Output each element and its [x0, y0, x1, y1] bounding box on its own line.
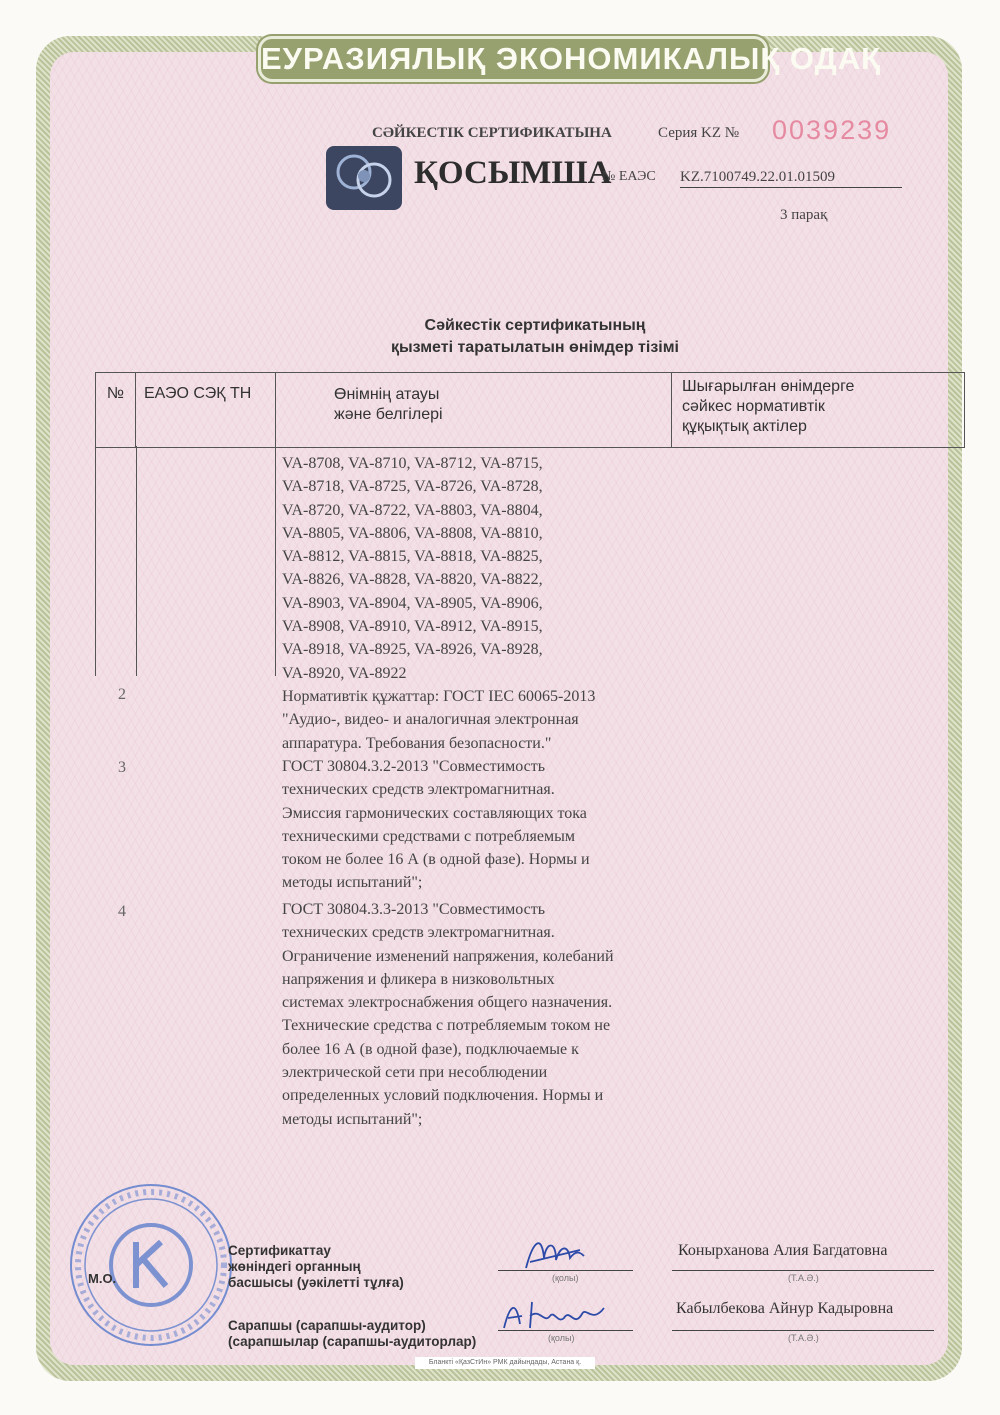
- row-number: 3: [118, 759, 126, 776]
- head-signatory-label: [228, 1243, 404, 1291]
- series-label: Серия KZ №: [658, 125, 740, 141]
- text-line: методы испытаний";: [282, 874, 423, 892]
- text-line: технических средств электромагнитная.: [282, 781, 555, 799]
- header-product-name: [276, 373, 672, 447]
- hologram-emblem-icon: [326, 146, 402, 210]
- column-divider: [275, 446, 276, 676]
- expert-signatory-label: [228, 1318, 476, 1350]
- name-caption: (Т.А.Ә.): [788, 1273, 819, 1283]
- text-line: напряжения и фликера в низковольтных: [282, 970, 555, 988]
- name-line: [672, 1330, 934, 1331]
- row-number: 2: [118, 686, 126, 703]
- row-text: [282, 685, 682, 755]
- certificate-label: СӘЙКЕСТІК СЕРТИФИКАТЫНА: [372, 125, 612, 141]
- row-text: [282, 755, 682, 895]
- header-code: ЕАЭО СЭҚ ТН: [136, 373, 276, 447]
- eaes-label: № ЕАЭС: [602, 169, 656, 184]
- signature-caption: (қолы): [548, 1333, 575, 1343]
- text-line: "Аудио-, видео- и аналогичная электронная: [282, 711, 579, 729]
- table-header: [95, 372, 965, 448]
- label-line: жөніндегі органның: [228, 1259, 361, 1274]
- text-line: определенных условий подключения. Нормы и: [282, 1087, 604, 1105]
- model-line: VA-8718, VA-8725, VA-8726, VA-8728,: [282, 478, 543, 496]
- model-line: VA-8826, VA-8828, VA-8820, VA-8822,: [282, 571, 543, 589]
- head-name: Конырханова Алия Багдатовна: [678, 1242, 888, 1259]
- header-line: құқықтық актілер: [682, 418, 807, 435]
- seal-place-label: М.О.: [88, 1271, 117, 1286]
- model-line: VA-8812, VA-8815, VA-8818, VA-8825,: [282, 548, 543, 566]
- text-line: Эмиссия гармонических составляющих тока: [282, 804, 587, 822]
- name-caption: (Т.А.Ә.): [788, 1333, 819, 1343]
- text-line: ГОСТ 30804.3.3-2013 "Совместимость: [282, 901, 546, 918]
- model-list: [282, 452, 682, 685]
- text-line: током не более 16 А (в одной фазе). Нормы и: [282, 851, 590, 869]
- row-text: [282, 898, 682, 1131]
- text-line: методы испытаний";: [282, 1110, 423, 1128]
- label-line: Сарапшы (сарапшы-аудитор): [228, 1318, 426, 1333]
- text-line: ГОСТ 30804.3.2-2013 "Совместимость: [282, 758, 546, 775]
- series-number: 0039239: [772, 115, 892, 145]
- signature-caption: (қолы): [552, 1273, 579, 1283]
- model-line: VA-8720, VA-8722, VA-8803, VA-8804,: [282, 501, 543, 519]
- label-line: басшысы (уәкілетті тұлға): [228, 1275, 404, 1290]
- text-line: аппаратура. Требования безопасности.": [282, 734, 552, 752]
- model-line: VA-8908, VA-8910, VA-8912, VA-8915,: [282, 618, 543, 636]
- official-seal-icon: [66, 1180, 236, 1350]
- model-line: VA-8920, VA-8922: [282, 664, 407, 682]
- list-title-line: Сәйкестік сертификатының: [424, 317, 646, 334]
- union-banner: ЕУРАЗИЯЛЫҚ ЭКОНОМИКАЛЫҚ ОДАҚ: [258, 36, 768, 82]
- text-line: Нормативтік құжаттар: ГОСТ IEC 60065-2013: [282, 688, 596, 705]
- printer-footer: Бланкті «ҚазСтИн» РМК дайындады, Астана қ.: [415, 1357, 595, 1369]
- header-no: №: [96, 373, 136, 447]
- registration-number: KZ.7100749.22.01.01509: [680, 169, 902, 188]
- header-line: Өнімнің атауы: [334, 386, 440, 403]
- text-line: электрической сети при несоблюдении: [282, 1064, 548, 1082]
- header-line: сәйкес нормативтік: [682, 398, 825, 415]
- appendix-title: ҚОСЫМША: [414, 155, 612, 191]
- model-line: VA-8903, VA-8904, VA-8905, VA-8906,: [282, 594, 543, 612]
- header-line: және белгілері: [334, 406, 443, 423]
- model-line: VA-8805, VA-8806, VA-8808, VA-8810,: [282, 524, 543, 542]
- list-title: [330, 315, 740, 359]
- sheet-number: 3 парақ: [780, 207, 828, 223]
- column-divider: [95, 446, 137, 676]
- model-line: VA-8918, VA-8925, VA-8926, VA-8928,: [282, 641, 543, 659]
- expert-name: Кабылбекова Айнур Кадыровна: [676, 1300, 894, 1317]
- row-number: 4: [118, 903, 126, 920]
- header-line: Шығарылған өнімдерге: [682, 378, 855, 395]
- text-line: Технические средства с потребляемым током не: [282, 1017, 611, 1035]
- list-title-line: қызметі таратылатын өнімдер тізімі: [390, 339, 679, 356]
- header-normative-acts: [672, 373, 964, 447]
- name-line: [672, 1270, 934, 1271]
- signature-line: [498, 1270, 633, 1271]
- model-line: VA-8708, VA-8710, VA-8712, VA-8715,: [282, 455, 543, 472]
- text-line: более 16 А (в одной фазе), подключаемые к: [282, 1040, 579, 1058]
- label-line: Сертификаттау: [228, 1243, 331, 1258]
- text-line: Ограничение изменений напряжения, колебаний: [282, 947, 614, 965]
- text-line: техническими средствами с потребляемым: [282, 827, 575, 845]
- signature-line: [498, 1330, 633, 1331]
- text-line: системах электроснабжения общего назначения.: [282, 994, 613, 1012]
- label-line: (сарапшылар (сарапшы-аудиторлар): [228, 1334, 477, 1349]
- text-line: технических средств электромагнитная.: [282, 924, 555, 942]
